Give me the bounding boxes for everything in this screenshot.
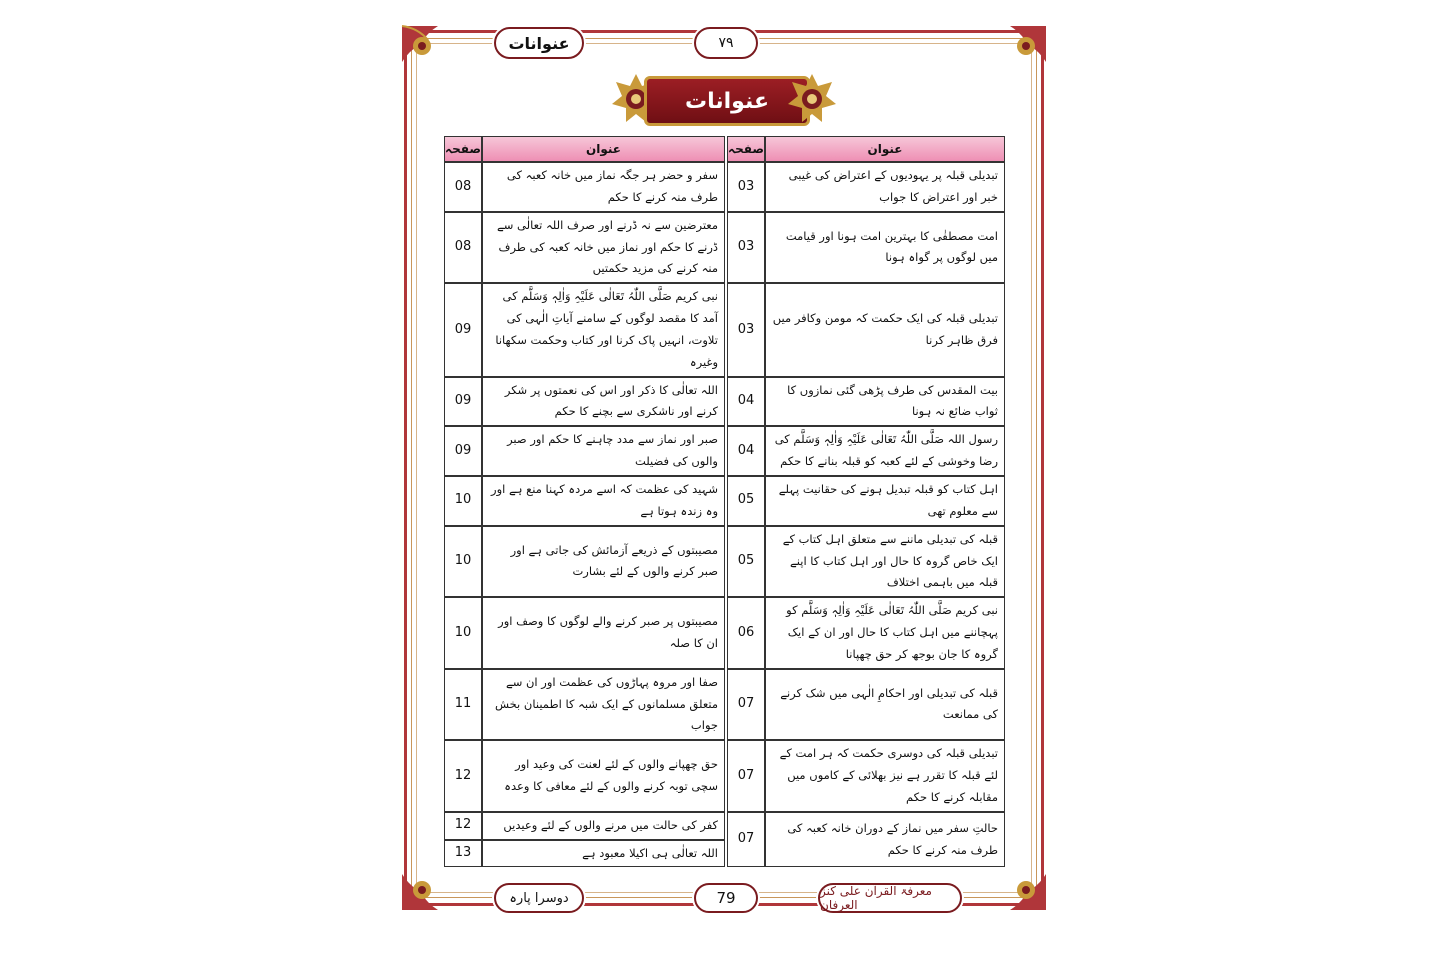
entry-page: 08	[444, 162, 482, 212]
entry-topic: سفر و حضر ہر جگہ نماز میں خانہ کعبہ کی طرف منہ کرنے کا حکم	[482, 162, 725, 212]
entry-topic: صفا اور مروہ پہاڑوں کی عظمت اور ان سے متعلق مسلمانوں کے ایک شبہ کا اطمینان بخش جواب	[482, 669, 725, 741]
entry-page: 07	[727, 669, 765, 741]
footer-book-title: معرفۃ القرآن علی کنز العرفان	[818, 883, 962, 913]
entry-topic: بیت المقدس کی طرف پڑھی گئی نمازوں کا ثواب ضائع نہ ہونا	[765, 377, 1005, 427]
table-row	[444, 597, 1005, 669]
entry-page: 03	[727, 283, 765, 376]
footer-page-number: 79	[694, 883, 758, 913]
table-row	[444, 426, 1005, 476]
entry-topic: مصیبتوں کے ذریعے آزمائش کی جاتی ہے اور صبر کرنے والوں کے لئے بشارت	[482, 526, 725, 598]
entry-page: 13	[444, 840, 482, 868]
table-row	[444, 212, 1005, 284]
column-header-topic: عنوان	[765, 136, 1005, 162]
medallion-ornament-icon	[786, 72, 838, 124]
entry-page: 08	[444, 212, 482, 284]
running-header-page-number: ٧٩	[694, 27, 758, 59]
entry-page: 12	[444, 812, 482, 840]
title-banner	[610, 70, 838, 126]
entry-page: 07	[727, 812, 765, 868]
table-row	[444, 812, 1005, 840]
entry-page: 04	[727, 377, 765, 427]
corner-ornament-icon	[398, 22, 462, 86]
table-header-row	[444, 136, 1005, 162]
table-row	[444, 740, 1005, 812]
entry-page: 07	[727, 740, 765, 812]
entry-page: 10	[444, 597, 482, 669]
entry-page: 03	[727, 212, 765, 284]
entry-page: 09	[444, 426, 482, 476]
entry-topic: کفر کی حالت میں مرنے والوں کے لئے وعیدیں	[482, 812, 725, 840]
table-row	[444, 377, 1005, 427]
entry-topic: صبر اور نماز سے مدد چاہنے کا حکم اور صبر والوں کی فضیلت	[482, 426, 725, 476]
entry-topic: رسول اللہ صَلَّی اللّٰہُ تَعَالٰی عَلَیْہِ وَاٰلِہٖ وَسَلَّم کی رضا وخوشی کے لئے کعبہ کو قبلہ بنانے کا حکم	[765, 426, 1005, 476]
entry-topic: اللہ تعالٰی کا ذکر اور اس کی نعمتوں پر شکر کرنے اور ناشکری سے بچنے کا حکم	[482, 377, 725, 427]
entry-topic: تبدیلی قبلہ کی دوسری حکمت کہ ہر امت کے لئے قبلہ کا تقرر ہے نیز بھلائی کے کاموں میں مقابلہ کرنے کا حکم	[765, 740, 1005, 812]
column-header-page: صفحہ	[444, 136, 482, 162]
table-row	[444, 476, 1005, 526]
table-row	[444, 526, 1005, 598]
entry-topic: شہید کی عظمت کہ اسے مردہ کہنا منع ہے اور وہ زندہ ہوتا ہے	[482, 476, 725, 526]
contents-table	[444, 136, 1005, 867]
entry-topic: تبدیلی قبلہ کی ایک حکمت کہ مومن وکافر میں فرق ظاہر کرنا	[765, 283, 1005, 376]
entry-page: 05	[727, 476, 765, 526]
entry-topic: حق چھپانے والوں کے لئے لعنت کی وعید اور سچی توبہ کرنے والوں کے لئے معافی کا وعدہ	[482, 740, 725, 812]
entry-page: 11	[444, 669, 482, 741]
entry-topic: حالتِ سفر میں نماز کے دوران خانہ کعبہ کی طرف منہ کرنے کا حکم	[765, 812, 1005, 868]
entry-topic: نبی کریم صَلَّی اللّٰہُ تَعَالٰی عَلَیْہِ وَاٰلِہٖ وَسَلَّم کو پہچاننے میں اہل کتاب کا حال اور ان کے ایک گروہ کا جان بوجھ کر حق چھپانا	[765, 597, 1005, 669]
entry-topic: مصیبتوں پر صبر کرنے والے لوگوں کا وصف اور ان کا صلہ	[482, 597, 725, 669]
entry-topic: قبلہ کی تبدیلی اور احکامِ الٰہی میں شک کرنے کی ممانعت	[765, 669, 1005, 741]
column-header-page: صفحہ	[727, 136, 765, 162]
entry-topic: تبدیلی قبلہ پر یہودیوں کے اعتراض کی غیبی خبر اور اعتراض کا جواب	[765, 162, 1005, 212]
entry-topic: اہل کتاب کو قبلہ تبدیل ہونے کی حقانیت پہلے سے معلوم تھی	[765, 476, 1005, 526]
entry-page: 03	[727, 162, 765, 212]
entry-topic: امت مصطفٰی کا بہترین امت ہونا اور قیامت میں لوگوں پر گواہ ہونا	[765, 212, 1005, 284]
page-title: عنوانات	[644, 76, 810, 126]
entry-topic: نبی کریم صَلَّی اللّٰہُ تَعَالٰی عَلَیْہِ وَاٰلِہٖ وَسَلَّم کی آمد کا مقصد لوگوں کے سامنے آیاتِ الٰہی کی تلاوت، انہیں پاک کرنا اور کتاب وحکمت سکھانا وغیرہ	[482, 283, 725, 376]
corner-ornament-icon	[986, 22, 1050, 86]
table-row	[444, 669, 1005, 741]
entry-page: 04	[727, 426, 765, 476]
table-row	[444, 162, 1005, 212]
entry-page: 09	[444, 377, 482, 427]
entry-page: 10	[444, 526, 482, 598]
entry-page: 10	[444, 476, 482, 526]
entry-topic: اللہ تعالٰی ہی اکیلا معبود ہے	[482, 840, 725, 868]
book-page	[398, 22, 1050, 914]
entry-page: 06	[727, 597, 765, 669]
footer-section-label: دوسرا پارہ	[494, 883, 584, 913]
entry-page: 12	[444, 740, 482, 812]
entry-page: 05	[727, 526, 765, 598]
table-row	[444, 283, 1005, 376]
column-header-topic: عنوان	[482, 136, 725, 162]
entry-topic: قبلہ کی تبدیلی ماننے سے متعلق اہل کتاب کے ایک خاص گروہ کا حال اور اہل کتاب کا اپنے قبلہ میں باہمی اختلاف	[765, 526, 1005, 598]
entry-topic: معترضین سے نہ ڈرنے اور صرف اللہ تعالٰی سے ڈرنے کا حکم اور نماز میں خانہ کعبہ کی طرف منہ کرنے کی مزید حکمتیں	[482, 212, 725, 284]
running-header-title: عنوانات	[494, 27, 584, 59]
entry-page: 09	[444, 283, 482, 376]
